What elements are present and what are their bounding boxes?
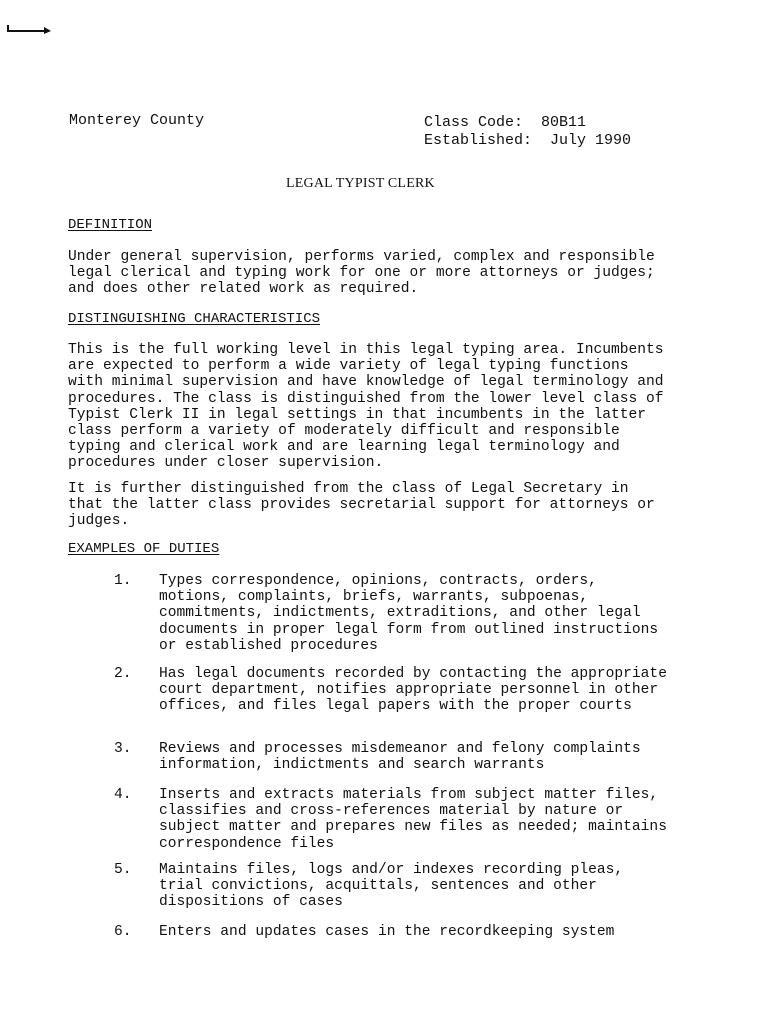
- definition-text: Under general supervision, performs varied, complex and responsible legal clerical and typing work for one or more attorneys or judges; and does other related work as required.: [68, 249, 655, 298]
- definition-heading: DEFINITION: [68, 217, 153, 233]
- established-row: [424, 132, 631, 150]
- established-value: July 1990: [550, 132, 632, 149]
- duty-number: 1.: [114, 573, 132, 589]
- established-label: Established:: [424, 132, 533, 149]
- duty-text: Enters and updates cases in the recordkeeping system: [159, 924, 615, 940]
- county-name: Monterey County: [69, 112, 205, 129]
- class-code-value: 80B11: [541, 114, 587, 131]
- duty-number: 2.: [114, 666, 132, 682]
- duty-number: 4.: [114, 787, 132, 803]
- class-code-row: [424, 114, 631, 132]
- distinguishing-paragraph-2: It is further distinguished from the class of Legal Secretary in that the latter class provides secretarial support for attorneys or judges.: [68, 481, 655, 530]
- duties-heading: EXAMPLES OF DUTIES: [68, 541, 220, 557]
- class-info: [424, 114, 631, 150]
- class-code-label: Class Code:: [424, 114, 524, 131]
- duty-text: Inserts and extracts materials from subject matter files, classifies and cross-references material by nature or subject matter and prepares new files as needed; maintains correspondence files: [159, 787, 667, 852]
- duty-text: Maintains files, logs and/or indexes recording pleas, trial convictions, acquittals, sentences and other dispositions of cases: [159, 862, 624, 911]
- distinguishing-heading: DISTINGUISHING CHARACTERISTICS: [68, 311, 321, 327]
- duty-number: 3.: [114, 741, 132, 757]
- duty-number: 6.: [114, 924, 132, 940]
- duty-text: Reviews and processes misdemeanor and felony complaints information, indictments and search warrants: [159, 741, 641, 774]
- document-title: LEGAL TYPIST CLERK: [286, 176, 435, 191]
- duty-number: 5.: [114, 862, 132, 878]
- corner-mark-icon: [6, 22, 52, 34]
- duty-text: Types correspondence, opinions, contracts, orders, motions, complaints, briefs, warrants, subpoenas, commitments, indictments, extraditions, and other legal documents in proper legal form from outlined instructions or established procedures: [159, 573, 659, 654]
- distinguishing-paragraph-1: This is the full working level in this legal typing area. Incumbents are expected to perform a wide variety of legal typing functions with minimal supervision and have knowledge of legal terminology and procedures. The class is distinguished from the lower level class of Typist Clerk II in legal settings in that incumbents in the latter class perform a variety of moderately difficult and responsible typing and clerical work and are learning legal terminology and procedures under closer supervision.: [68, 342, 664, 472]
- duty-text: Has legal documents recorded by contacting the appropriate court department, notifies appropriate personnel in other offices, and files legal papers with the proper courts: [159, 666, 667, 715]
